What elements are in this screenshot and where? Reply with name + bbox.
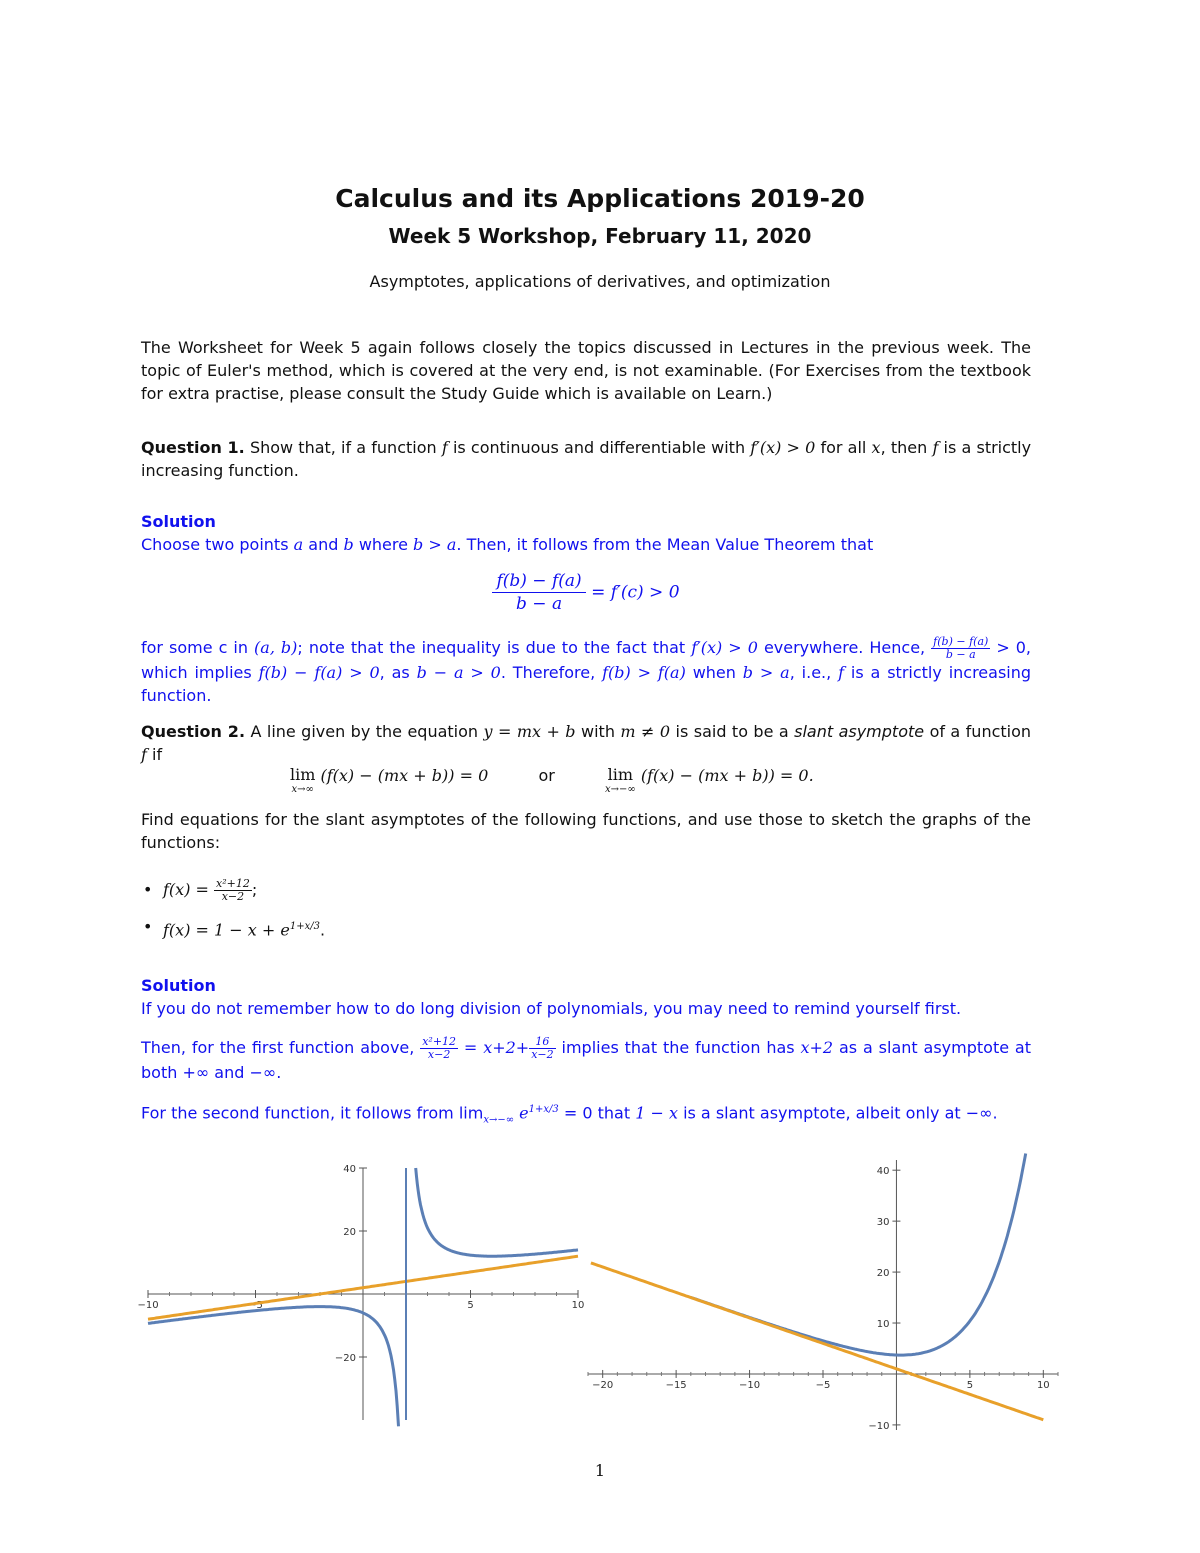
sol1-expr: f(b) − f(a) > 0 [258, 663, 380, 682]
q1-condition: f′(x) > 0 [750, 438, 816, 457]
sol1-a: a [293, 535, 304, 554]
sol1-text: where [358, 535, 408, 554]
q2-text: if [152, 745, 163, 764]
y-tick-label: −10 [868, 1420, 890, 1432]
lim-word: lim [607, 765, 634, 784]
sol1-derivative: f′(x) > 0 [691, 638, 758, 657]
sol1-text: > 0, [996, 638, 1032, 657]
x-tick-label: −10 [137, 1300, 159, 1311]
sol2-exp: 1+x/3 [528, 1104, 559, 1115]
function-1-den: x−2 [221, 890, 245, 903]
sol2-lim-sub: x→−∞ [483, 1114, 515, 1126]
q1-f: f [441, 438, 448, 457]
limit-definition [290, 766, 910, 796]
solution-2-first-function [141, 1036, 1031, 1084]
function-2-end: . [319, 920, 326, 940]
function-1-lhs: f(x) = [163, 880, 209, 899]
sol1-expr: b > a [742, 663, 790, 682]
sol1-text: is a strictly increasing function. [141, 663, 1032, 705]
y-tick-label: 40 [343, 1164, 356, 1175]
page-number: 1 [594, 1461, 606, 1480]
y-tick-label: 40 [876, 1166, 890, 1178]
solution-2-heading: Solution [141, 976, 216, 995]
question-2-task: Find equations for the slant asymptotes of the following functions, and use those to sketch the graphs of the functions: [141, 810, 1031, 852]
x-tick-label: 5 [966, 1379, 974, 1391]
sol2-text: For the second function, it follows from lim [141, 1103, 484, 1123]
sol2-mid: = x+2+ [463, 1038, 530, 1057]
x-tick-label: 10 [571, 1300, 585, 1311]
sol1-text: everywhere. Hence, [763, 638, 926, 657]
intro-paragraph: The Worksheet for Week 5 again follows closely the topics discussed in Lectures in the previous week. The topic of Euler's method, which is covered at the very end, is not examinable. (For Exercises from the textbook for extra practise, please consult the Study Guide which is available on Learn.) [141, 338, 1031, 403]
q1-text: is continuous and differentiable with [452, 438, 746, 457]
sol1-text: , i.e., [789, 663, 832, 682]
function-item-2 [141, 915, 1031, 941]
sol2-text: is a slant asymptote, albeit only at −∞. [683, 1103, 998, 1123]
function-1-end: ; [251, 880, 258, 899]
q2-equation: y = mx + b [483, 722, 576, 741]
q1-f: f [932, 438, 939, 457]
sol2-frac-num: x²+12 [422, 1035, 457, 1048]
document-topic: Asymptotes, applications of derivatives, and optimization [369, 272, 831, 291]
mvt-denominator: b − a [516, 594, 563, 614]
q2-text: A line given by the equation [250, 722, 479, 741]
q1-text: is a strictly increasing function. [141, 438, 1032, 480]
q2-f: f [141, 745, 147, 764]
x-tick-label: −5 [248, 1300, 263, 1311]
x-tick-label: −20 [592, 1379, 614, 1391]
sol1-text: , as [379, 663, 410, 682]
question-1 [141, 436, 1031, 482]
solution-2-line-1: If you do not remember how to do long division of polynomials, you may need to remind yourself first. [141, 999, 962, 1018]
sol1-text: Choose two points [141, 535, 289, 554]
chart-right [588, 1160, 1058, 1430]
sol1-text: . Therefore, [500, 663, 596, 682]
sol2-frac-den: x−2 [427, 1048, 451, 1061]
sol2-frac2-num: 16 [529, 1036, 555, 1049]
sol1-interval: (a, b) [254, 638, 298, 657]
q2-text: with [581, 722, 615, 741]
sol2-text: implies that the function has [561, 1038, 795, 1057]
sol1-frac-num: f(b) − f(a) [933, 635, 989, 648]
lim-word: lim [290, 765, 316, 784]
chart-left [137, 1160, 590, 1430]
sol2-text: Then, for the first function above, [141, 1038, 415, 1057]
solution-1-line [141, 533, 1031, 556]
sol2-fraction-1 [420, 1036, 458, 1061]
solution-1 [141, 510, 1031, 556]
sol1-text: ; note that the inequality is due to the fact that [297, 638, 686, 657]
sol1-expr: b − a > 0 [416, 663, 501, 682]
lim-subscript: x→∞ [291, 784, 314, 795]
function-2-lhs: f(x) = 1 − x + e [163, 920, 290, 940]
mvt-numerator: f(b) − f(a) [492, 570, 585, 593]
y-tick-label: −20 [334, 1353, 356, 1364]
sol1-small-fraction [931, 636, 990, 661]
sol1-text: . Then, it follows from the Mean Value Theorem that [456, 535, 874, 554]
y-tick-label: 30 [876, 1217, 890, 1229]
asymptote-line [591, 1263, 1043, 1420]
y-tick-label: 20 [876, 1268, 890, 1280]
x-tick-label: −5 [815, 1379, 831, 1391]
sol2-e: e [519, 1103, 529, 1123]
function-2-exponent: 1+x/3 [289, 921, 320, 932]
q2-m: m ≠ 0 [620, 722, 671, 741]
question-1-label: Question 1. [141, 438, 245, 457]
q2-term: slant asymptote [794, 722, 925, 741]
x-tick-label: −10 [739, 1379, 761, 1391]
y-tick-label: 10 [876, 1319, 890, 1331]
solution-1-heading: Solution [141, 512, 216, 531]
q2-text: of a function [929, 722, 1032, 741]
sol2-fraction-2 [529, 1036, 555, 1061]
question-2-label: Question 2. [141, 722, 246, 741]
sol1-frac-den: b − a [945, 648, 976, 661]
sol1-text: which implies [141, 663, 252, 682]
function-1-fraction [214, 878, 252, 903]
sol1-text: and [308, 535, 339, 554]
solution-2 [141, 974, 1031, 1020]
x-tick-label: 10 [1036, 1379, 1050, 1391]
sol1-text: for some c in [141, 638, 248, 657]
function-1-num: x²+12 [216, 877, 250, 890]
sol1-b: b [343, 535, 354, 554]
function-list [141, 878, 1031, 941]
limit-2 [605, 766, 636, 796]
q1-text: for all [820, 438, 867, 457]
question-2 [141, 720, 1031, 766]
limit-1 [290, 766, 315, 796]
solution-1-conclusion [141, 636, 1031, 707]
document-title: Calculus and its Applications 2019-20 [335, 184, 865, 213]
sol2-asymptote: x+2 [800, 1038, 834, 1057]
sol2-asymptote-2: 1 − x [635, 1103, 678, 1123]
or-word: or [538, 766, 555, 785]
sol1-text: when [692, 663, 736, 682]
mvt-equation [141, 570, 1031, 615]
limit-2-expr: (f(x) − (mx + b)) = 0. [640, 766, 814, 785]
sol1-expr: f(b) > f(a) [602, 663, 686, 682]
y-tick-label: 20 [343, 1227, 356, 1238]
sol2-text: = 0 that [563, 1103, 631, 1123]
function-item-1 [141, 878, 1031, 903]
x-tick-label: −15 [665, 1379, 687, 1391]
sol2-frac2-den: x−2 [531, 1048, 554, 1061]
function-curve [691, 1154, 1026, 1356]
solution-2-second-function [141, 1098, 1031, 1132]
mvt-fraction [492, 570, 585, 615]
q1-text: , then [880, 438, 928, 457]
x-tick-label: 5 [467, 1300, 474, 1311]
sol1-inequality: b > a [413, 535, 457, 554]
limit-1-expr: (f(x) − (mx + b)) = 0 [320, 766, 489, 785]
q1-x: x [871, 438, 881, 457]
lim-subscript: x→−∞ [605, 784, 636, 795]
document-subtitle: Week 5 Workshop, February 11, 2020 [388, 224, 812, 248]
q2-text: is said to be a [675, 722, 789, 741]
mvt-rhs: = f′(c) > 0 [591, 582, 680, 603]
sol2-text: as a slant asymptote at both +∞ and −∞. [141, 1038, 1031, 1082]
q1-text: Show that, if a function [249, 438, 437, 457]
sol1-f: f [838, 663, 845, 682]
